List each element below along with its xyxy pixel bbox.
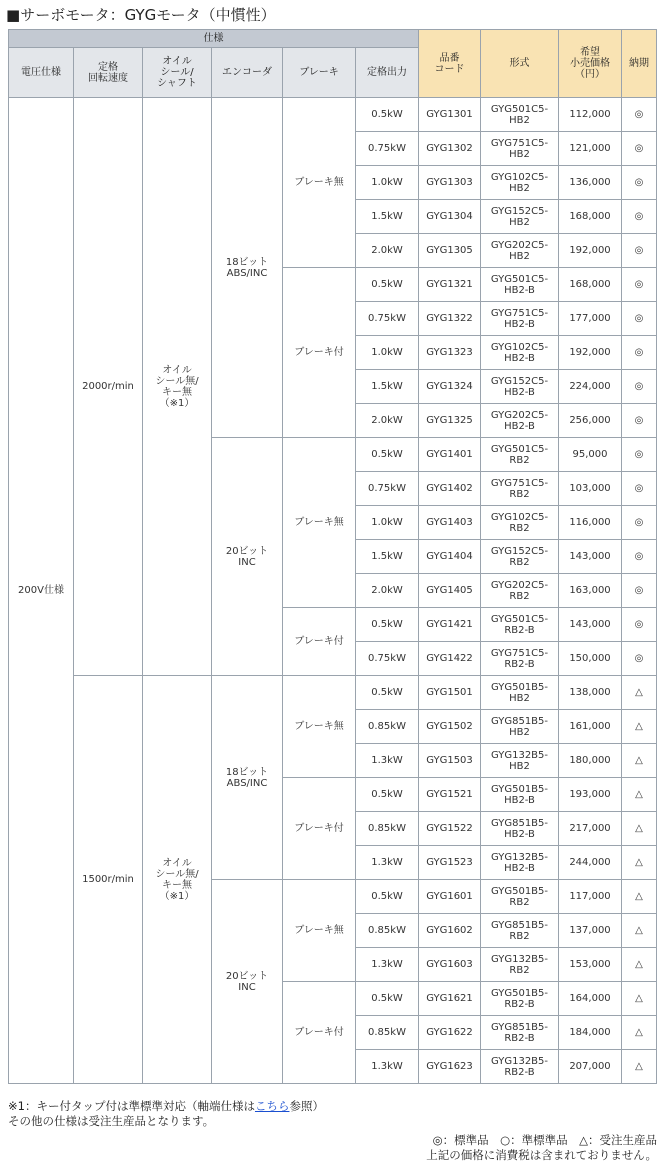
price-cell: 150,000 bbox=[559, 642, 622, 676]
model-cell: GYG102C5- RB2 bbox=[481, 506, 559, 540]
model-cell: GYG152C5- HB2 bbox=[481, 200, 559, 234]
output-cell: 0.5kW bbox=[356, 982, 419, 1016]
code-cell: GYG1422 bbox=[419, 642, 481, 676]
code-cell: GYG1303 bbox=[419, 166, 481, 200]
speed-cell: 1500r/min bbox=[74, 676, 143, 1084]
output-cell: 0.5kW bbox=[356, 268, 419, 302]
delivery-icon: △ bbox=[622, 880, 657, 914]
output-cell: 2.0kW bbox=[356, 404, 419, 438]
code-cell: GYG1521 bbox=[419, 778, 481, 812]
code-cell: GYG1523 bbox=[419, 846, 481, 880]
output-cell: 2.0kW bbox=[356, 234, 419, 268]
delivery-icon: ◎ bbox=[622, 642, 657, 676]
code-cell: GYG1622 bbox=[419, 1016, 481, 1050]
price-cell: 192,000 bbox=[559, 336, 622, 370]
col-header-encoder: エンコーダ bbox=[212, 48, 283, 98]
price-cell: 168,000 bbox=[559, 268, 622, 302]
price-cell: 177,000 bbox=[559, 302, 622, 336]
model-cell: GYG501C5- HB2 bbox=[481, 98, 559, 132]
code-cell: GYG1502 bbox=[419, 710, 481, 744]
output-cell: 0.75kW bbox=[356, 302, 419, 336]
delivery-icon: △ bbox=[622, 846, 657, 880]
model-cell: GYG132B5- RB2-B bbox=[481, 1050, 559, 1084]
price-cell: 161,000 bbox=[559, 710, 622, 744]
delivery-icon: ◎ bbox=[622, 404, 657, 438]
output-cell: 0.5kW bbox=[356, 98, 419, 132]
model-cell: GYG751C5- HB2 bbox=[481, 132, 559, 166]
col-header-brake: ブレーキ bbox=[283, 48, 356, 98]
oil-seal-cell: オイル シール無/ キー無 （※1） bbox=[143, 98, 212, 676]
price-cell: 163,000 bbox=[559, 574, 622, 608]
spec-group-header: 仕様 bbox=[9, 30, 419, 48]
code-cell: GYG1324 bbox=[419, 370, 481, 404]
model-cell: GYG202C5- RB2 bbox=[481, 574, 559, 608]
delivery-icon: ◎ bbox=[622, 200, 657, 234]
code-cell: GYG1302 bbox=[419, 132, 481, 166]
output-cell: 1.3kW bbox=[356, 1050, 419, 1084]
model-cell: GYG851B5- RB2-B bbox=[481, 1016, 559, 1050]
footnote-1: ※1：キー付タップ付は準標準対応（軸端仕様はこちら参照） bbox=[8, 1099, 324, 1113]
model-cell: GYG751C5- RB2 bbox=[481, 472, 559, 506]
delivery-icon: ◎ bbox=[622, 472, 657, 506]
brake-cell: ブレーキ付 bbox=[283, 982, 356, 1084]
price-cell: 95,000 bbox=[559, 438, 622, 472]
output-cell: 0.5kW bbox=[356, 778, 419, 812]
price-cell: 192,000 bbox=[559, 234, 622, 268]
brake-cell: ブレーキ付 bbox=[283, 778, 356, 880]
delivery-icon: ◎ bbox=[622, 234, 657, 268]
code-cell: GYG1421 bbox=[419, 608, 481, 642]
legend bbox=[426, 1133, 657, 1163]
title-marker-icon: ■ bbox=[6, 6, 21, 24]
delivery-icon: ◎ bbox=[622, 370, 657, 404]
encoder-cell: 20ビット INC bbox=[212, 438, 283, 676]
output-cell: 0.5kW bbox=[356, 676, 419, 710]
price-cell: 180,000 bbox=[559, 744, 622, 778]
code-cell: GYG1503 bbox=[419, 744, 481, 778]
brake-cell: ブレーキ無 bbox=[283, 880, 356, 982]
model-cell: GYG501C5- RB2-B bbox=[481, 608, 559, 642]
delivery-icon: △ bbox=[622, 744, 657, 778]
code-cell: GYG1522 bbox=[419, 812, 481, 846]
model-cell: GYG132B5- HB2 bbox=[481, 744, 559, 778]
code-cell: GYG1603 bbox=[419, 948, 481, 982]
model-cell: GYG202C5- HB2-B bbox=[481, 404, 559, 438]
col-header-model: 形式 bbox=[481, 30, 559, 98]
col-header-code: 品番 コード bbox=[419, 30, 481, 98]
code-cell: GYG1304 bbox=[419, 200, 481, 234]
model-cell: GYG501B5- HB2-B bbox=[481, 778, 559, 812]
price-cell: 164,000 bbox=[559, 982, 622, 1016]
output-cell: 0.5kW bbox=[356, 880, 419, 914]
brake-cell: ブレーキ無 bbox=[283, 98, 356, 268]
model-cell: GYG152C5- HB2-B bbox=[481, 370, 559, 404]
table-row bbox=[9, 98, 657, 132]
price-cell: 121,000 bbox=[559, 132, 622, 166]
price-cell: 224,000 bbox=[559, 370, 622, 404]
model-cell: GYG152C5- RB2 bbox=[481, 540, 559, 574]
brake-cell: ブレーキ無 bbox=[283, 438, 356, 608]
model-cell: GYG202C5- HB2 bbox=[481, 234, 559, 268]
output-cell: 1.5kW bbox=[356, 200, 419, 234]
delivery-icon: ◎ bbox=[622, 574, 657, 608]
code-cell: GYG1321 bbox=[419, 268, 481, 302]
delivery-icon: △ bbox=[622, 676, 657, 710]
code-cell: GYG1403 bbox=[419, 506, 481, 540]
model-cell: GYG501B5- RB2-B bbox=[481, 982, 559, 1016]
model-cell: GYG132B5- RB2 bbox=[481, 948, 559, 982]
code-cell: GYG1402 bbox=[419, 472, 481, 506]
price-cell: 116,000 bbox=[559, 506, 622, 540]
price-cell: 137,000 bbox=[559, 914, 622, 948]
delivery-icon: ◎ bbox=[622, 98, 657, 132]
model-cell: GYG501B5- RB2 bbox=[481, 880, 559, 914]
col-header-price: 希望 小売価格 （円） bbox=[559, 30, 622, 98]
speed-cell: 2000r/min bbox=[74, 98, 143, 676]
price-cell: 103,000 bbox=[559, 472, 622, 506]
title-text: サーボモータ：GYGモータ（中慣性） bbox=[20, 6, 276, 24]
price-cell: 112,000 bbox=[559, 98, 622, 132]
delivery-icon: △ bbox=[622, 710, 657, 744]
brake-cell: ブレーキ付 bbox=[283, 268, 356, 438]
model-cell: GYG751C5- HB2-B bbox=[481, 302, 559, 336]
price-cell: 117,000 bbox=[559, 880, 622, 914]
model-cell: GYG102C5- HB2-B bbox=[481, 336, 559, 370]
delivery-icon: ◎ bbox=[622, 506, 657, 540]
output-cell: 0.75kW bbox=[356, 642, 419, 676]
price-cell: 153,000 bbox=[559, 948, 622, 982]
delivery-icon: ◎ bbox=[622, 268, 657, 302]
code-cell: GYG1623 bbox=[419, 1050, 481, 1084]
delivery-icon: △ bbox=[622, 1050, 657, 1084]
output-cell: 0.5kW bbox=[356, 438, 419, 472]
table-row bbox=[9, 676, 657, 710]
output-cell: 1.0kW bbox=[356, 166, 419, 200]
delivery-icon: ◎ bbox=[622, 132, 657, 166]
code-cell: GYG1401 bbox=[419, 438, 481, 472]
output-cell: 1.3kW bbox=[356, 744, 419, 778]
model-cell: GYG851B5- HB2-B bbox=[481, 812, 559, 846]
delivery-icon: △ bbox=[622, 948, 657, 982]
price-cell: 207,000 bbox=[559, 1050, 622, 1084]
price-cell: 143,000 bbox=[559, 608, 622, 642]
col-header-output: 定格出力 bbox=[356, 48, 419, 98]
price-cell: 168,000 bbox=[559, 200, 622, 234]
output-cell: 0.5kW bbox=[356, 608, 419, 642]
output-cell: 1.0kW bbox=[356, 506, 419, 540]
model-cell: GYG501C5- RB2 bbox=[481, 438, 559, 472]
price-cell: 143,000 bbox=[559, 540, 622, 574]
spec-table bbox=[8, 29, 657, 1084]
model-cell: GYG501B5- HB2 bbox=[481, 676, 559, 710]
tax-note: 上記の価格に消費税は含まれておりません。 bbox=[426, 1148, 657, 1162]
col-header-delivery: 納期 bbox=[622, 30, 657, 98]
output-cell: 1.3kW bbox=[356, 846, 419, 880]
encoder-cell: 18ビット ABS/INC bbox=[212, 98, 283, 438]
model-cell: GYG501C5- HB2-B bbox=[481, 268, 559, 302]
shaft-spec-link[interactable]: こちら bbox=[254, 1099, 290, 1113]
price-cell: 217,000 bbox=[559, 812, 622, 846]
code-cell: GYG1601 bbox=[419, 880, 481, 914]
output-cell: 0.85kW bbox=[356, 914, 419, 948]
delivery-icon: △ bbox=[622, 914, 657, 948]
price-cell: 244,000 bbox=[559, 846, 622, 880]
brake-cell: ブレーキ付 bbox=[283, 608, 356, 676]
footnotes bbox=[8, 1099, 324, 1129]
code-cell: GYG1621 bbox=[419, 982, 481, 1016]
code-cell: GYG1602 bbox=[419, 914, 481, 948]
model-cell: GYG851B5- RB2 bbox=[481, 914, 559, 948]
brake-cell: ブレーキ無 bbox=[283, 676, 356, 778]
encoder-cell: 20ビット INC bbox=[212, 880, 283, 1084]
output-cell: 0.85kW bbox=[356, 812, 419, 846]
delivery-legend: ◎：標準品 ○：準標準品 △：受注生産品 bbox=[432, 1133, 657, 1147]
output-cell: 0.75kW bbox=[356, 132, 419, 166]
output-cell: 2.0kW bbox=[356, 574, 419, 608]
footnote-2: その他の仕様は受注生産品となります。 bbox=[8, 1114, 215, 1128]
code-cell: GYG1323 bbox=[419, 336, 481, 370]
delivery-icon: △ bbox=[622, 982, 657, 1016]
delivery-icon: ◎ bbox=[622, 302, 657, 336]
oil-seal-cell: オイル シール無/ キー無 （※1） bbox=[143, 676, 212, 1084]
delivery-icon: ◎ bbox=[622, 608, 657, 642]
col-header-voltage: 電圧仕様 bbox=[9, 48, 74, 98]
delivery-icon: △ bbox=[622, 1016, 657, 1050]
model-cell: GYG132B5- HB2-B bbox=[481, 846, 559, 880]
price-cell: 256,000 bbox=[559, 404, 622, 438]
col-header-speed: 定格 回転速度 bbox=[74, 48, 143, 98]
delivery-icon: ◎ bbox=[622, 540, 657, 574]
col-header-oil-seal: オイル シール/ シャフト bbox=[143, 48, 212, 98]
price-cell: 138,000 bbox=[559, 676, 622, 710]
code-cell: GYG1305 bbox=[419, 234, 481, 268]
delivery-icon: ◎ bbox=[622, 166, 657, 200]
output-cell: 1.3kW bbox=[356, 948, 419, 982]
code-cell: GYG1404 bbox=[419, 540, 481, 574]
price-cell: 193,000 bbox=[559, 778, 622, 812]
code-cell: GYG1501 bbox=[419, 676, 481, 710]
delivery-icon: △ bbox=[622, 812, 657, 846]
code-cell: GYG1325 bbox=[419, 404, 481, 438]
page-title bbox=[6, 4, 276, 26]
delivery-icon: △ bbox=[622, 778, 657, 812]
output-cell: 0.85kW bbox=[356, 710, 419, 744]
model-cell: GYG851B5- HB2 bbox=[481, 710, 559, 744]
output-cell: 0.85kW bbox=[356, 1016, 419, 1050]
delivery-icon: ◎ bbox=[622, 336, 657, 370]
encoder-cell: 18ビット ABS/INC bbox=[212, 676, 283, 880]
model-cell: GYG751C5- RB2-B bbox=[481, 642, 559, 676]
voltage-cell: 200V仕様 bbox=[9, 98, 74, 1084]
model-cell: GYG102C5- HB2 bbox=[481, 166, 559, 200]
price-cell: 136,000 bbox=[559, 166, 622, 200]
output-cell: 1.5kW bbox=[356, 370, 419, 404]
delivery-icon: ◎ bbox=[622, 438, 657, 472]
output-cell: 0.75kW bbox=[356, 472, 419, 506]
output-cell: 1.0kW bbox=[356, 336, 419, 370]
code-cell: GYG1322 bbox=[419, 302, 481, 336]
output-cell: 1.5kW bbox=[356, 540, 419, 574]
price-cell: 184,000 bbox=[559, 1016, 622, 1050]
code-cell: GYG1405 bbox=[419, 574, 481, 608]
code-cell: GYG1301 bbox=[419, 98, 481, 132]
